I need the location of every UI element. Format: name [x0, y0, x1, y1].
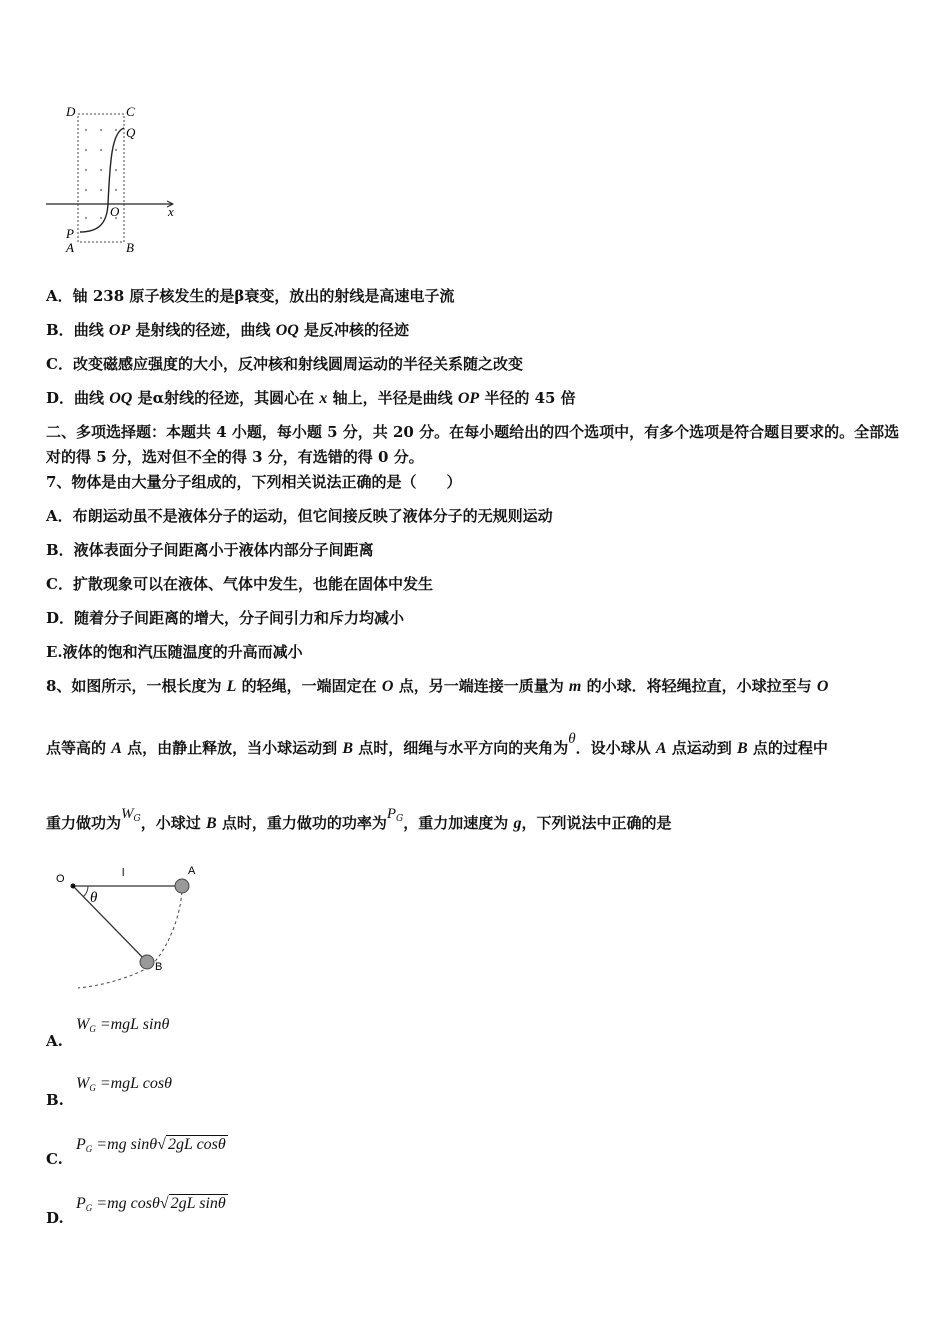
q6-option-c[interactable]: C．改变磁感应强度的大小，反冲核和射线圆周运动的半径关系随之改变 [46, 355, 523, 373]
q8-option-c-formula[interactable]: $P_G =mg$ sinθ√ 2gL cosθ [76, 1136, 226, 1154]
q8-option-c-letter[interactable]: C. [46, 1150, 63, 1168]
label-A: A [66, 240, 74, 255]
q6-option-a[interactable]: A．铀 238 原子核发生的是β衰变，放出的射线是高速电子流 [46, 287, 455, 305]
q6-option-b[interactable]: B．曲线 OP 是射线的径迹，曲线 OQ 是反冲核的径迹 [46, 321, 410, 339]
q8-option-b-letter[interactable]: B. [46, 1091, 64, 1109]
label-O: O [110, 204, 120, 219]
q7-option-e[interactable]: E.液体的饱和汽压随温度的升高而减小 [46, 643, 303, 661]
q8-option-a-formula[interactable]: $W_G =mgL$ sinθ [76, 1016, 170, 1034]
q7-option-b[interactable]: B．液体表面分子间距离小于液体内部分子间距离 [46, 541, 374, 559]
pend-label-B: B [155, 961, 163, 973]
label-Q: Q [126, 125, 136, 140]
q8-option-d-formula[interactable]: $P_G =mg$ cosθ√ 2gL sinθ [76, 1195, 226, 1213]
label-x: x [168, 204, 174, 219]
label-P: P [66, 226, 74, 241]
q8-option-a-letter[interactable]: A. [46, 1032, 63, 1050]
theta-symbol: θ [568, 731, 576, 747]
pend-label-l: l [122, 867, 125, 879]
track-diagram [40, 100, 190, 260]
q8-stem-line2: 点等高的 A 点，由静止释放，当小球运动到 B 点时，细绳与水平方向的夹角为θ．设小球从 A 点运动到 B 点的过程中 [46, 731, 828, 757]
pend-label-A: A [188, 865, 196, 877]
q8-option-b-formula[interactable]: $W_G =mgL$ cosθ [76, 1075, 172, 1093]
pendulum-diagram [50, 862, 220, 992]
pend-label-O: O [56, 873, 65, 885]
q8-stem-line1: 8、如图所示，一根长度为 L 的轻绳，一端固定在 O 点，另一端连接一质量为 m 的小球．将轻绳拉直，小球拉至与 O [46, 677, 829, 695]
q8-option-d-letter[interactable]: D. [46, 1209, 64, 1227]
q6-option-d[interactable]: D．曲线 OQ 是α射线的径迹，其圆心在 x 轴上，半径是曲线 OP 半径的 45 倍 [46, 389, 576, 407]
q7-option-a[interactable]: A．布朗运动虽不是液体分子的运动，但它间接反映了液体分子的无规则运动 [46, 507, 553, 525]
q7-option-c[interactable]: C．扩散现象可以在液体、气体中发生，也能在固体中发生 [46, 575, 433, 593]
q8-stem-line3: 重力做功为$W^G$，小球过 B 点时，重力做功的功率为$P^G$，重力加速度为 g，下列说法中正确的是 [46, 806, 672, 832]
q7-option-d[interactable]: D．随着分子间距离的增大，分子间引力和斥力均减小 [46, 609, 405, 627]
section-2-instructions: 二、多项选择题：本题共 4 小题，每小题 5 分，共 20 分。在每小题给出的四个选项中，有多个选项是符合题目要求的。全部选对的得 5 分，选对但不全的得 3 分，有选错的得 0 分。 [46, 423, 900, 466]
label-C: C [126, 104, 135, 119]
q7-stem: 7、物体是由大量分子组成的，下列相关说法正确的是（ ） [46, 473, 462, 491]
label-B: B [126, 240, 134, 255]
label-D: D [66, 104, 76, 119]
pend-label-theta: θ [90, 890, 98, 906]
